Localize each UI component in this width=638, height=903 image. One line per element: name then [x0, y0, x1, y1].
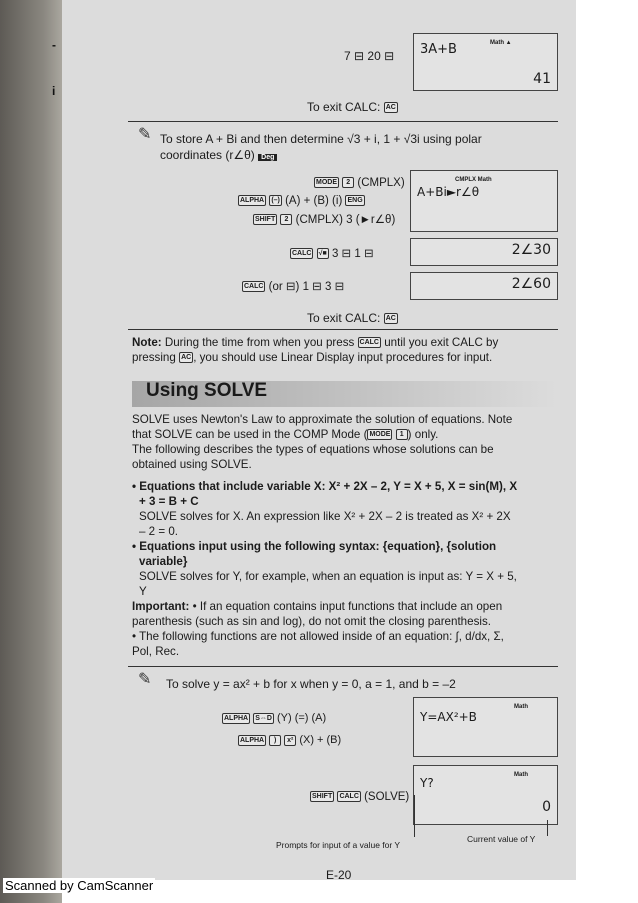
calculator-display	[413, 697, 558, 757]
display-expression: 3A+B	[420, 42, 457, 57]
keys-line: ALPHA (–) (A) + (B) (i) ENG	[240, 195, 363, 207]
mode-indicators: Math	[514, 704, 528, 710]
right-margin	[576, 0, 638, 903]
heading-title: Using SOLVE	[146, 380, 268, 401]
display-expression: Y?	[420, 776, 434, 790]
book-binding-shadow	[0, 0, 62, 903]
section-heading	[132, 381, 558, 407]
calculator-display	[410, 272, 558, 300]
calculator-display	[410, 238, 558, 266]
ac-key: AC	[385, 104, 396, 112]
keys-line-top: 7 ⊟ 20 ⊟	[344, 49, 395, 63]
calculator-display	[413, 33, 558, 91]
keys-line: CALC √■ 3 ⊟ 1 ⊟	[292, 248, 374, 260]
page-number: E-20	[326, 868, 352, 882]
pencil-icon: ✎	[138, 126, 152, 143]
divider	[128, 121, 558, 122]
important-block: Important: • If an equation contains input functions that include an open parenthesis (such as sin and log), do not omit the closing parenthesis. • The following functions are not allowed inside of an equation: ∫, d/dx, Σ, Pol, Rec.	[132, 600, 504, 658]
display-expression: A+Bi►r∠θ	[417, 185, 480, 199]
keys-line: SHIFT 2 (CMPLX) 3 (►r∠θ)	[255, 214, 396, 226]
mode-indicators: CMPLX Math	[455, 177, 492, 183]
calc-key: AC	[385, 315, 396, 323]
bullet-list: • Equations that include variable X: X² + 2X – 2, Y = X + 5, X = sin(M), X + 3 = B + C SOLVE solves for X. An expression like X² + 2X – 2 is treated as X² + 2X – 2 = 0. • Equations input using the following syntax: {equation}, {solution variable} SOLVE solves for Y, for example, when an equation is input as: Y = X + 5, Y	[132, 479, 558, 599]
display-result: 2∠60	[511, 276, 551, 292]
caption-leader-line	[414, 795, 415, 837]
divider	[128, 329, 558, 330]
margin-mark: i	[52, 84, 56, 98]
pencil-icon: ✎	[138, 671, 152, 688]
mode-indicators: Math	[514, 772, 528, 778]
deg-badge: Deg	[258, 154, 277, 161]
display-expression: Y=AX²+B	[420, 710, 477, 724]
display-result: 41	[533, 71, 551, 87]
exit-instruction: To exit CALC: AC	[307, 311, 396, 325]
example1-intro: To store A + Bi and then determine √3 + i, 1 + √3i using polar coordinates (r∠θ) Deg	[160, 132, 482, 162]
keys-line: ALPHA S⇔D (Y) (=) (A)	[224, 712, 327, 724]
caption-left: Prompts for input of a value for Y	[276, 840, 401, 850]
scanner-watermark: Scanned by CamScanner	[5, 878, 154, 893]
example2-intro: To solve y = ax² + b for x when y = 0, a = 1, and b = –2	[166, 677, 456, 691]
display-result: 0	[542, 799, 551, 815]
bullet-title: • Equations that include variable X: X² + 2X – 2, Y = X + 5, X = sin(M), X	[132, 480, 518, 493]
manual-page	[62, 0, 576, 880]
exit-instruction: To exit CALC: AC	[307, 100, 396, 114]
keys-line: SHIFT CALC (SOLVE)	[312, 791, 410, 803]
bullet-title: • Equations input using the following syntax: {equation}, {solution	[132, 540, 497, 553]
caption-right: Current value of Y	[467, 834, 536, 844]
caption-leader-line	[547, 820, 548, 836]
note-block: Note: During the time from when you press CALC until you exit CALC by pressing AC , you should use Linear Display input procedures for input.	[132, 336, 499, 364]
margin-mark: -	[52, 38, 56, 52]
solve-intro: SOLVE uses Newton's Law to approximate the solution of equations. Note that SOLVE can be used in the COMP Mode ( MODE 1 ) only. The following describes the types of equations whose solutions can be obtained using SOLVE.	[132, 413, 513, 471]
keys-line: CALC (or ⊟) 1 ⊟ 3 ⊟	[244, 281, 345, 293]
divider	[128, 666, 558, 667]
mode-indicators: Math ▲	[490, 40, 512, 46]
keys-line: ALPHA ) x² (X) + (B)	[240, 734, 342, 746]
calculator-display	[413, 765, 558, 825]
calculator-display	[410, 170, 558, 232]
display-result: 2∠30	[511, 242, 551, 258]
keys-line: MODE 2 (CMPLX)	[316, 177, 405, 189]
